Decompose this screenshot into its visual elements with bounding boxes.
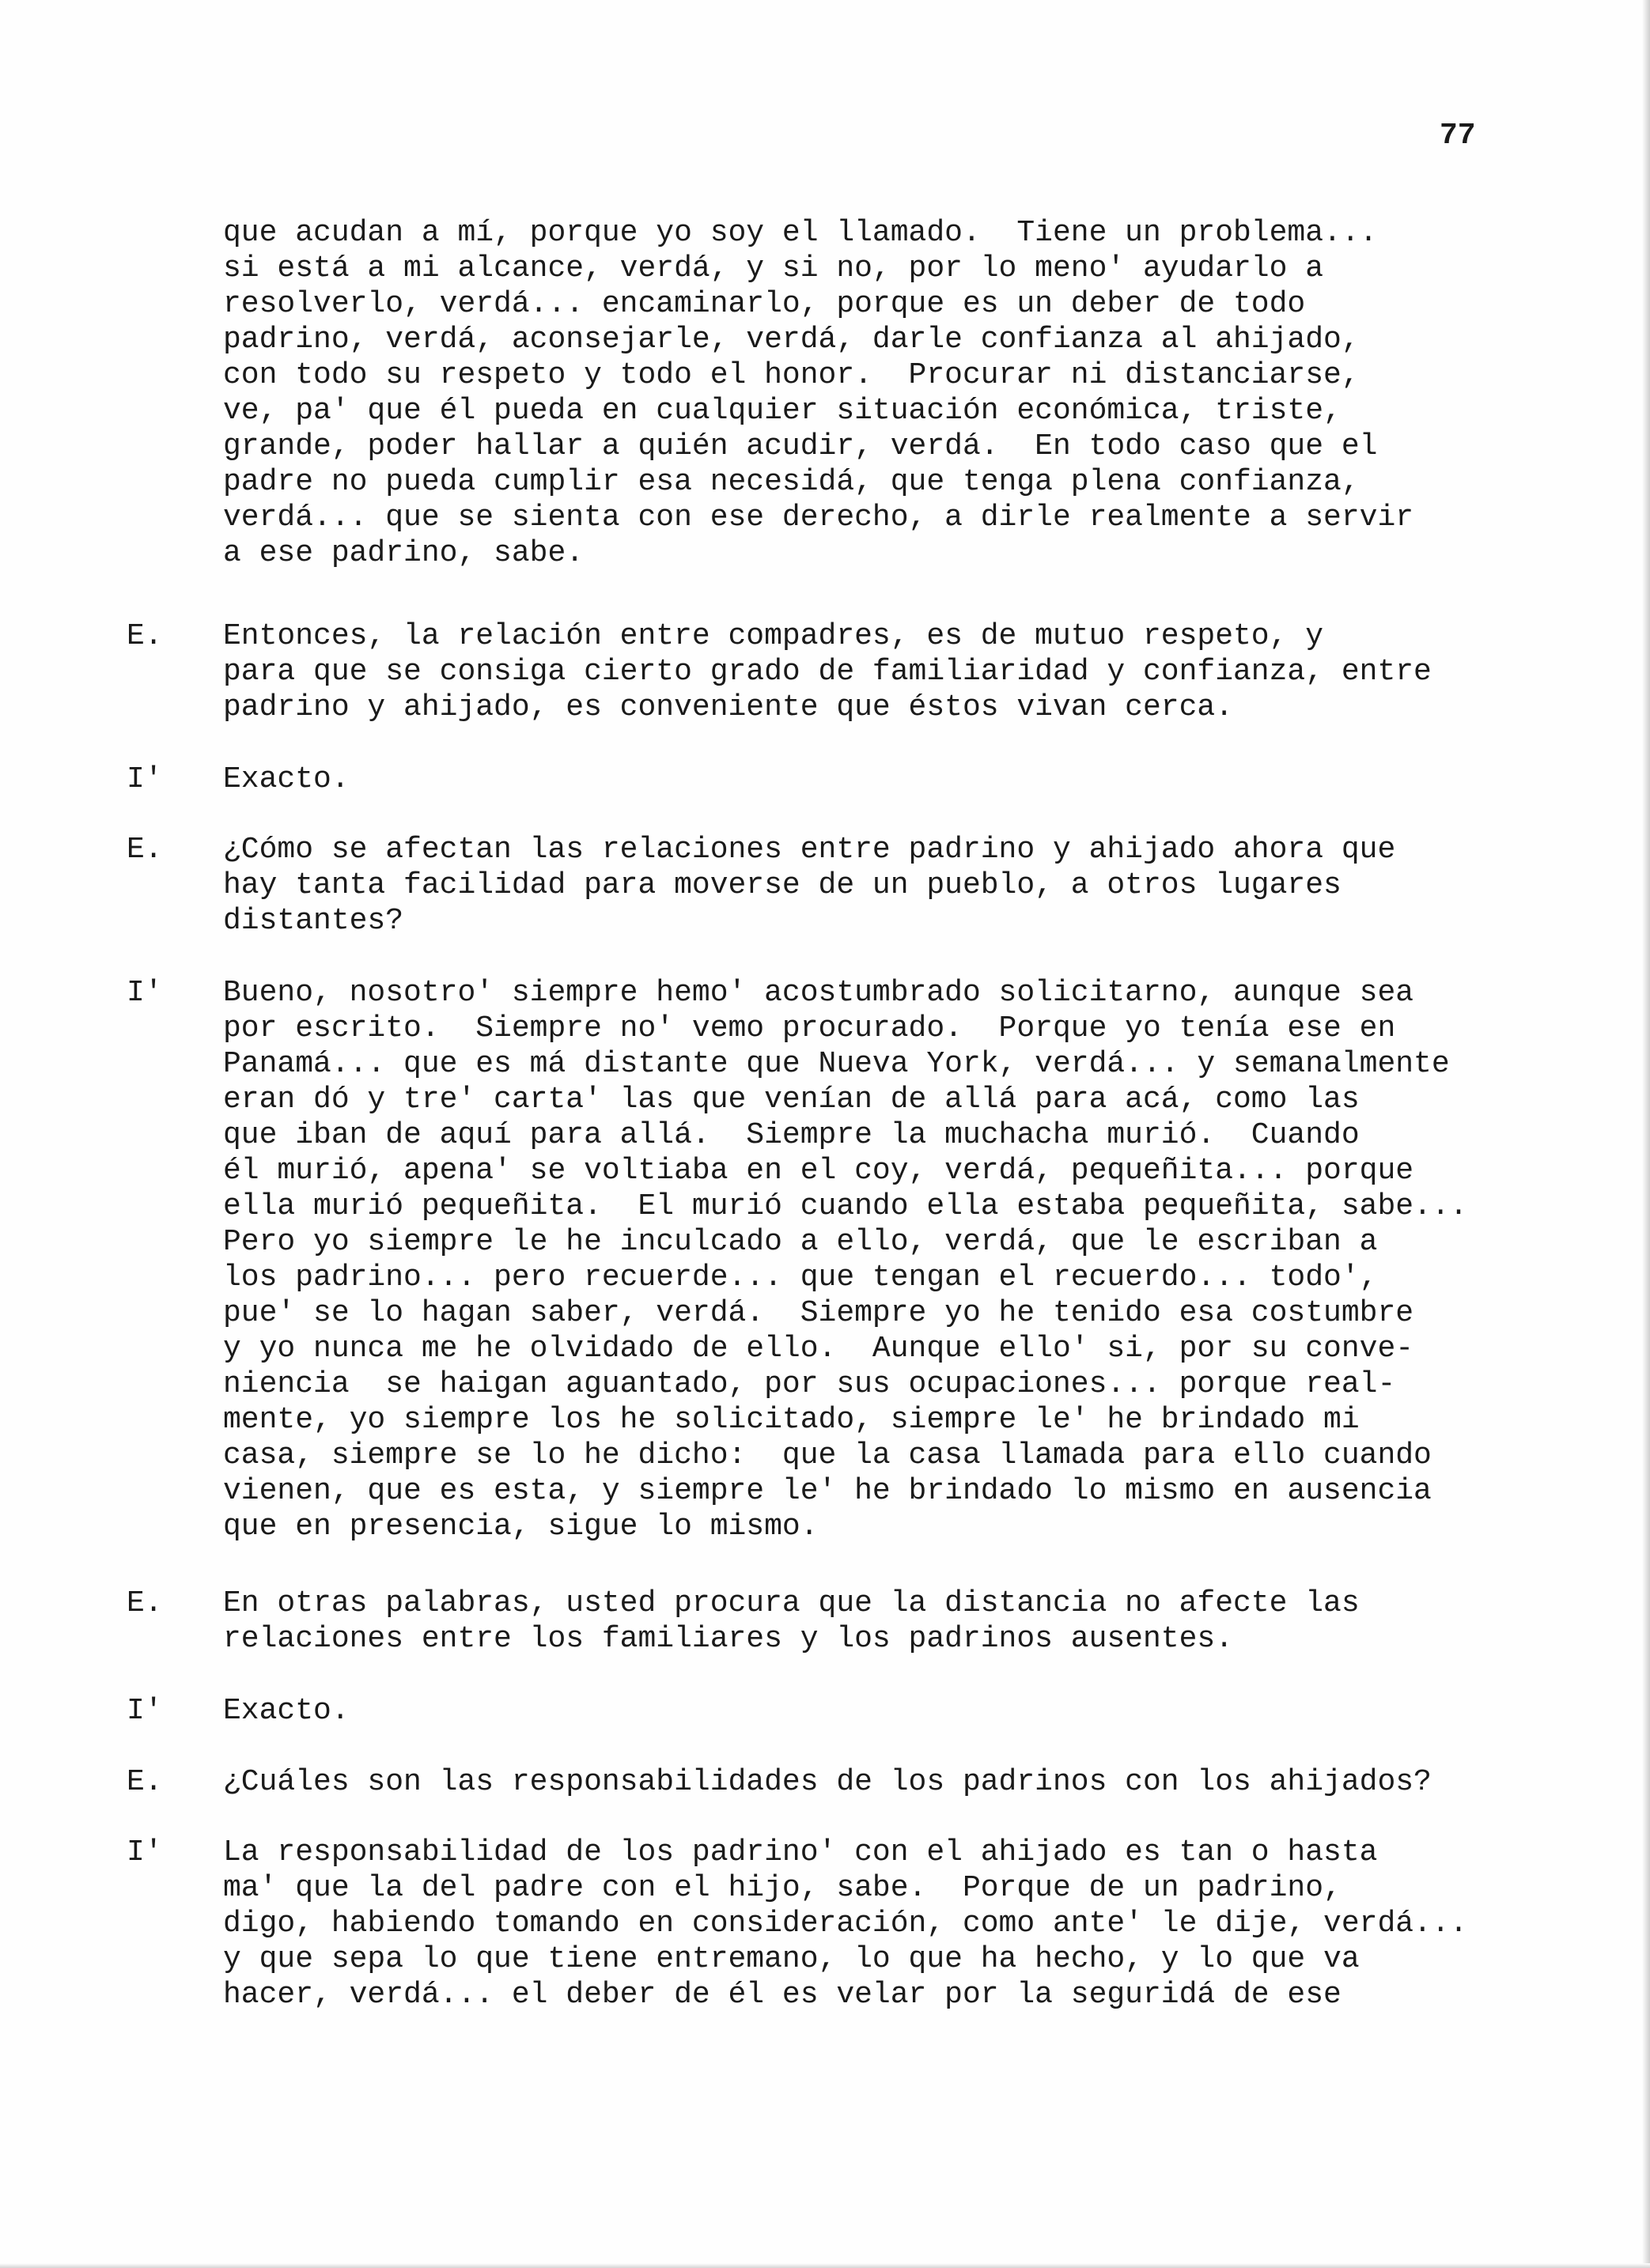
page-edge-shadow [1642,0,1650,2268]
text-line: pue' se lo hagan saber, verdá. Siempre yo he tenido esa costumbre [223,1296,1414,1330]
text-line: para que se consiga cierto grado de familiaridad y confianza, entre [223,655,1432,689]
text-line: padrino y ahijado, es conveniente que éstos vivan cerca. [223,690,1234,724]
text-line: que en presencia, sigue lo mismo. [223,1510,819,1544]
text-line: En otras palabras, usted procura que la distancia no afecte las [223,1586,1360,1620]
text-line: con todo su respeto y todo el honor. Procurar ni distanciarse, [223,358,1360,392]
text-line: resolverlo, verdá... encaminarlo, porque es un deber de todo [223,287,1306,321]
text-line: digo, habiendo tomando en consideración, como ante' le dije, verdá... [223,1907,1468,1941]
text-line: que acudan a mí, porque yo soy el llamado. Tiene un problema... [223,216,1378,250]
text-line: Entonces, la relación entre compadres, es de mutuo respeto, y [223,619,1324,653]
text-line: ella murió pequeñita. El murió cuando ella estaba pequeñita, sabe... [223,1189,1468,1223]
text-line: hacer, verdá... el deber de él es velar por la seguridá de ese [223,1978,1342,2012]
text-line: Pero yo siempre le he inculcado a ello, verdá, que le escriban a [223,1225,1378,1259]
text-line: eran dó y tre' carta' las que venían de allá para acá, como las [223,1083,1360,1117]
text-line: que iban de aquí para allá. Siempre la muchacha murió. Cuando [223,1118,1360,1152]
text-line: ¿Cuáles son las responsabilidades de los padrinos con los ahijados? [223,1765,1432,1799]
text-line: hay tanta facilidad para moverse de un pueblo, a otros lugares [223,868,1342,902]
speaker-label: E. [127,833,163,867]
text-line: Bueno, nosotro' siempre hemo' acostumbrado solicitarno, aunque sea [223,976,1414,1010]
speaker-label: I' [127,976,163,1010]
text-line: ve, pa' que él pueda en cualquier situación económica, triste, [223,394,1342,428]
speaker-label: I' [127,762,163,796]
text-line: casa, siempre se lo he dicho: que la casa llamada para ello cuando [223,1438,1432,1472]
text-line: padre no pueda cumplir esa necesidá, que tenga plena confianza, [223,465,1360,499]
text-line: y yo nunca me he olvidado de ello. Aunque ello' si, por su conve- [223,1332,1414,1366]
text-line: relaciones entre los familiares y los padrinos ausentes. [223,1622,1234,1656]
text-line: distantes? [223,904,404,938]
text-line: niencia se haigan aguantado, por sus ocupaciones... porque real- [223,1367,1396,1401]
text-line: él murió, apena' se voltiaba en el coy, verdá, pequeñita... porque [223,1154,1414,1188]
page-number: 77 [1440,119,1476,153]
text-line: si está a mi alcance, verdá, y si no, por lo meno' ayudarlo a [223,251,1324,285]
text-line: vienen, que es esta, y siempre le' he brindado lo mismo en ausencia [223,1474,1432,1508]
text-line: grande, poder hallar a quién acudir, verdá. En todo caso que el [223,429,1378,463]
text-line: Panamá... que es má distante que Nueva York, verdá... y semanalmente [223,1047,1450,1081]
text-line: ma' que la del padre con el hijo, sabe. Porque de un padrino, [223,1871,1342,1905]
speaker-label: E. [127,1586,163,1620]
page-bottom-shadow [0,2263,1650,2268]
text-line: ¿Cómo se afectan las relaciones entre padrino y ahijado ahora que [223,833,1396,867]
text-line: Exacto. [223,762,350,796]
speaker-label: E. [127,619,163,653]
speaker-label: I' [127,1835,163,1869]
text-line: La responsabilidad de los padrino' con el ahijado es tan o hasta [223,1835,1378,1869]
text-line: a ese padrino, sabe. [223,536,585,570]
speaker-label: I' [127,1694,163,1728]
text-line: padrino, verdá, aconsejarle, verdá, darle confianza al ahijado, [223,323,1360,357]
text-line: mente, yo siempre los he solicitado, siempre le' he brindado mi [223,1403,1360,1437]
text-line: y que sepa lo que tiene entremano, lo que ha hecho, y lo que va [223,1942,1360,1976]
text-line: por escrito. Siempre no' vemo procurado. Porque yo tenía ese en [223,1011,1396,1045]
text-line: verdá... que se sienta con ese derecho, a dirle realmente a servir [223,501,1414,535]
speaker-label: E. [127,1765,163,1799]
text-line: Exacto. [223,1694,350,1728]
text-line: los padrino... pero recuerde... que tengan el recuerdo... todo', [223,1261,1378,1295]
